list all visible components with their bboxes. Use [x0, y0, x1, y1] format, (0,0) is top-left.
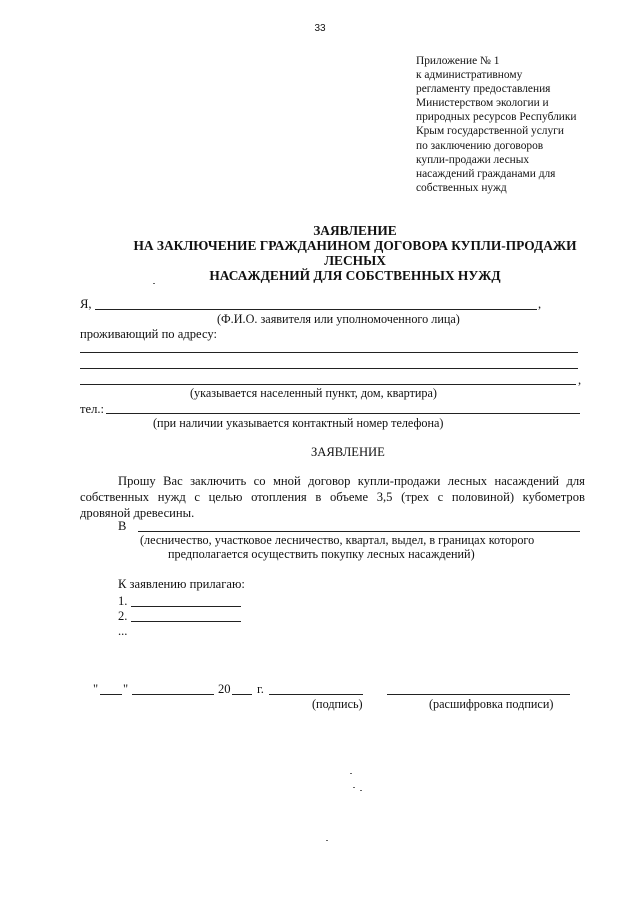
address-label: проживающий по адресу: [80, 327, 217, 341]
paragraph-word: для [566, 474, 585, 488]
scan-speck [360, 790, 362, 791]
paragraph-word: в [315, 490, 322, 504]
paragraph-word: купли-продажи [357, 474, 441, 488]
paragraph-word: 3,5 [376, 490, 393, 504]
scan-speck [353, 787, 355, 788]
appendix-line: насаждений гражданами для [416, 167, 556, 180]
paragraph-word: лесных [447, 474, 488, 488]
appendix-line: Крым государственной услуги [416, 125, 564, 138]
paragraph-word: со [253, 474, 266, 488]
paragraph-word: насаждений [494, 474, 560, 488]
appendix-note [416, 54, 606, 195]
date-month-field[interactable] [132, 694, 214, 695]
appendix-line: к административному [416, 69, 523, 82]
phone-field[interactable] [106, 413, 580, 414]
paragraph-word: с [437, 490, 444, 504]
applicant-name-suffix: , [538, 297, 542, 311]
applicant-name-field[interactable] [95, 309, 537, 310]
signature-transcript-field[interactable] [387, 694, 570, 695]
paragraph-word: целью [208, 490, 243, 504]
paragraph-word: (трех [401, 490, 429, 504]
paragraph-word: Прошу [118, 474, 156, 488]
date-quote-open: " [93, 682, 99, 696]
attachment-item-field[interactable] [131, 621, 241, 622]
address-field-line-2[interactable] [80, 368, 578, 369]
phone-label: тел.: [80, 402, 105, 416]
attachment-item-field[interactable] [131, 606, 241, 607]
document-subtitle-line: ЛЕСНЫХ [324, 253, 386, 268]
scan-speck [153, 283, 155, 284]
appendix-line: Министерством экологии и [416, 97, 549, 110]
paragraph-word: половиной) [451, 490, 515, 504]
phone-hint: (при наличии указывается контактный номер телефона) [153, 416, 444, 430]
document-title: ЗАЯВЛЕНИЕ [313, 223, 397, 238]
location-field[interactable] [138, 531, 580, 532]
appendix-line: по заключению договоров [416, 139, 544, 152]
paragraph-word: с [194, 490, 200, 504]
paragraph-word: мной [272, 474, 301, 488]
scan-speck [350, 773, 352, 774]
paragraph-line: дровяной древесины. [80, 506, 195, 520]
date-year-prefix: 20 [218, 682, 231, 696]
paragraph-word: кубометров [522, 490, 585, 504]
page-number: 33 [314, 23, 326, 34]
date-year-field[interactable] [232, 694, 252, 695]
attachments-label: К заявлению прилагаю: [118, 577, 245, 591]
paragraph-word: объеме [330, 490, 369, 504]
scan-speck [326, 840, 328, 841]
statement-heading: ЗАЯВЛЕНИЕ [311, 445, 385, 459]
signature-transcript-hint: (расшифровка подписи) [429, 697, 554, 711]
date-quote-close: " [123, 682, 129, 696]
location-prefix: В [118, 519, 127, 533]
applicant-prefix: Я, [80, 297, 92, 311]
appendix-line: природных ресурсов Республики [416, 111, 577, 124]
location-hint-line-2: предполагается осуществить покупку лесных насаждений) [168, 547, 475, 561]
paragraph-word: собственных [80, 490, 150, 504]
applicant-name-hint: (Ф.И.О. заявителя или уполномоченного лица) [217, 312, 460, 326]
document-subtitle-line: НАСАЖДЕНИЙ ДЛЯ СОБСТВЕННЫХ НУЖД [209, 268, 501, 283]
attachment-ellipsis: ... [118, 624, 128, 638]
request-paragraph [80, 473, 585, 521]
signature-field[interactable] [269, 694, 363, 695]
address-hint: (указывается населенный пункт, дом, квартира) [190, 386, 437, 400]
address-field-line-1[interactable] [80, 352, 578, 353]
location-hint-line-1: (лесничество, участковое лесничество, квартал, выдел, в границах которого [140, 533, 535, 547]
appendix-line: купли-продажи лесных [416, 153, 530, 166]
paragraph-word: отопления [251, 490, 307, 504]
appendix-line: Приложение № 1 [416, 55, 500, 67]
paragraph-word: заключить [190, 474, 247, 488]
attachment-item-number: 2. [118, 609, 128, 623]
paragraph-word: Вас [163, 474, 183, 488]
address-suffix: , [578, 373, 582, 387]
signature-hint: (подпись) [312, 697, 363, 711]
paragraph-word: договор [308, 474, 351, 488]
document-subtitle-line: НА ЗАКЛЮЧЕНИЕ ГРАЖДАНИНОМ ДОГОВОРА КУПЛИ-ПРОДАЖИ [133, 238, 577, 253]
appendix-line: собственных нужд [416, 181, 507, 194]
paragraph-word: нужд [157, 490, 186, 504]
appendix-line: регламенту предоставления [416, 83, 551, 96]
address-field-line-3[interactable] [80, 384, 576, 385]
attachment-item-number: 1. [118, 594, 128, 608]
date-day-field[interactable] [100, 694, 122, 695]
date-year-suffix: г. [257, 682, 264, 696]
